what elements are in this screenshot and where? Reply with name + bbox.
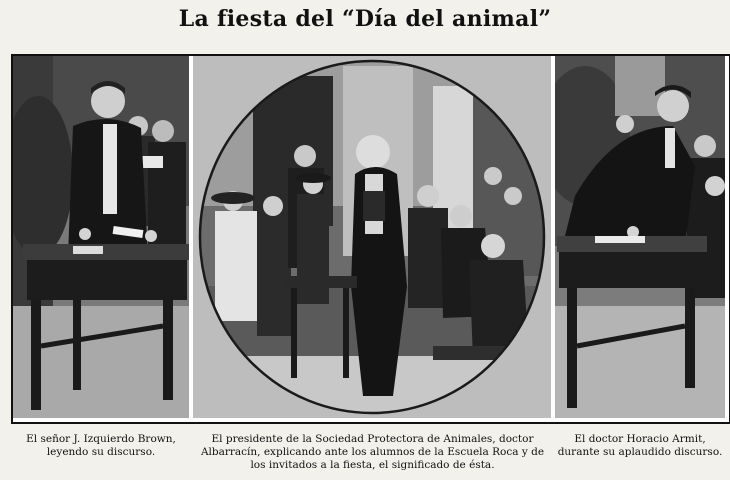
page-title: La fiesta del “Día del animal” (178, 6, 552, 32)
caption-armit: El doctor Horacio Armit, durante su aplaudido discurso. (557, 433, 723, 458)
photo-illustration (555, 56, 725, 418)
photo-illustration (13, 56, 189, 418)
photo-armit (555, 56, 725, 418)
photo-izquierdo-brown (13, 56, 189, 418)
photo-albarracin (193, 56, 551, 418)
caption-albarracin: El presidente de la Sociedad Protectora de Animales, doctor Albarracín, explicando ante los alumnos de la Escuela Roca y de los invitados a la fiesta, el significado de ésta. (200, 433, 545, 471)
photo-illustration (193, 56, 551, 418)
caption-izquierdo-brown: El señor J. Izquierdo Brown, leyendo su discurso. (26, 433, 176, 458)
